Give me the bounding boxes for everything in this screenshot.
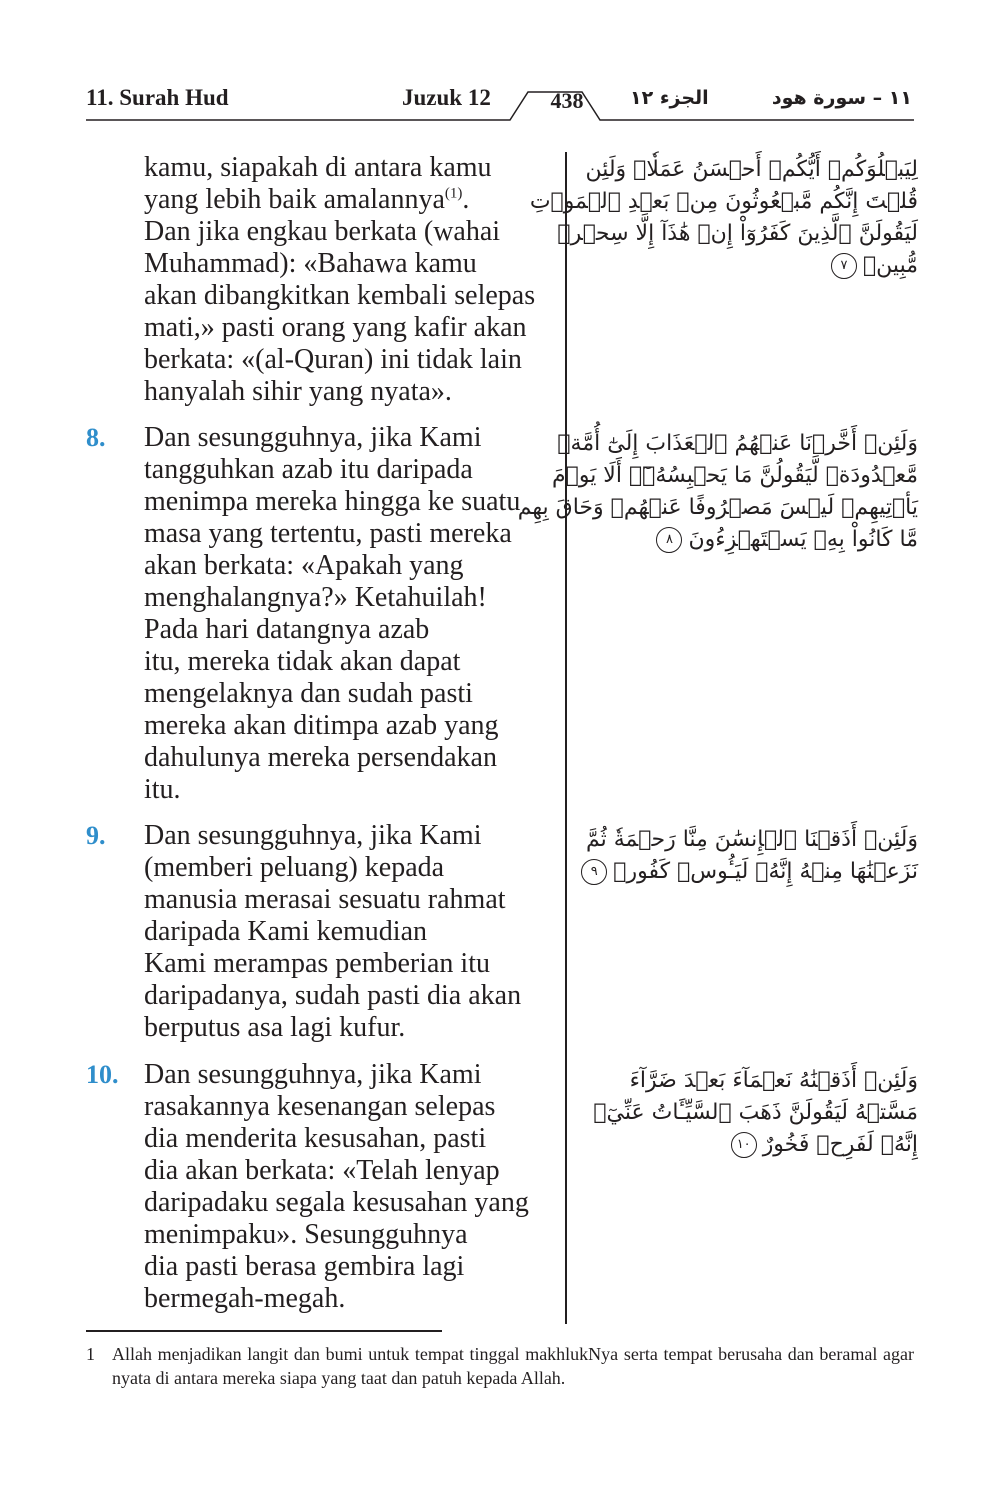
translation-line: Kami merampas pemberian itu	[144, 948, 490, 979]
ayah-end-marker: ١٠	[731, 1132, 757, 1158]
translation-line: menghalangnya?» Ketahuilah!	[144, 582, 487, 613]
translation-line: Dan sesungguhnya, jika Kami	[144, 422, 482, 453]
translation-line: Dan jika engkau berkata (wahai	[144, 216, 501, 247]
arabic-line: قُلۡتَ إِنَّكُم مَّبۡعُوثُونَ مِنۢ بَعۡدِ ٱلۡمَوۡتِ	[529, 189, 918, 214]
translation-line: bermegah-megah.	[144, 1283, 346, 1314]
verse-translation	[144, 820, 564, 1044]
surah-title-arabic: ١١ – سورة هود	[771, 87, 912, 109]
arabic-line: وَلَئِنۡ أَذَقۡنَٰهُ نَعۡمَآءَ بَعۡدَ ضَرَّآءَ	[629, 1068, 918, 1093]
arabic-line: لِيَبۡلُوَكُمۡ أَيُّكُمۡ أَحۡسَنُ عَمَلٗاۗ وَلَئِن	[585, 157, 918, 182]
translation-line: dia menderita kesusahan, pasti	[144, 1123, 487, 1154]
ayah-end-marker: ٩	[581, 859, 607, 885]
ayah-end-marker: ٨	[656, 527, 682, 553]
arabic-line	[588, 524, 918, 556]
translation-line: menimpaku». Sesungguhnya	[144, 1219, 468, 1250]
surah-title-latin: 11. Surah Hud	[86, 85, 229, 110]
translation-line: daripadanya, sudah pasti dia akan	[144, 980, 522, 1011]
footnote-number: 1	[86, 1344, 95, 1364]
translation-line: itu, mereka tidak akan dapat	[144, 646, 461, 677]
translation-line: mati,» pasti orang yang kafir akan	[144, 312, 527, 343]
arabic-line-text: مُّبِينٞ	[862, 253, 918, 278]
verse-translation	[144, 152, 564, 408]
arabic-line: وَلَئِنۡ أَذَقۡنَا ٱلۡإِنسَٰنَ مِنَّا رَحۡمَةٗ ثُمَّ	[586, 827, 918, 852]
verse-number: 9.	[86, 821, 106, 850]
translation-line: menimpa mereka hingga ke suatu	[144, 486, 521, 517]
arabic-line: مَّعۡدُودَةٖ لَّيَقُولُنَّ مَا يَحۡبِسُهُۥٓۗ أَلَا يَوۡمَ	[552, 463, 918, 488]
verse-translation	[144, 422, 564, 806]
arabic-line: يَأۡتِيهِمۡ لَيۡسَ مَصۡرُوفًا عَنۡهُمۡ وَحَاقَ بِهِم	[517, 495, 918, 520]
translation-text: yang lebih baik amalannya	[144, 184, 445, 215]
translation-line: berputus asa lagi kufur.	[144, 1012, 406, 1043]
translation-line: Pada hari datangnya azab	[144, 614, 430, 645]
ayah-end-marker: ٧	[831, 253, 857, 279]
arabic-line	[588, 1129, 918, 1161]
arabic-line-text: نَزَعۡنَٰهَا مِنۡهُ إِنَّهُۥ لَيَـُٔوسٞ كَفُورٞ	[613, 859, 918, 884]
translation-line: dahulunya mereka persendakan	[144, 742, 497, 773]
juz-title-arabic: الجزء ١٢	[630, 87, 709, 109]
translation-line: akan berkata: «Apakah yang	[144, 550, 464, 581]
translation-line: tangguhkan azab itu daripada	[144, 454, 473, 485]
arabic-line-text: مَّا كَانُواْ بِهِۦ يَسۡتَهۡزِءُونَ	[688, 527, 918, 552]
translation-line: rasakannya kesenangan selepas	[144, 1091, 496, 1122]
translation-line: Muhammad): «Bahawa kamu	[144, 248, 477, 279]
translation-line: berkata: «(al-Quran) ini tidak lain	[144, 344, 522, 375]
translation-line: daripadaku segala kesusahan yang	[144, 1187, 529, 1218]
footnote-text: Allah menjadikan langit dan bumi untuk tempat tinggal makhlukNya serta tempat berusaha dan beramal agar nyata di antara mereka siapa yang taat dan patuh kepada Allah.	[112, 1344, 914, 1388]
arabic-line: وَلَئِنۡ أَخَّرۡنَا عَنۡهُمُ ٱلۡعَذَابَ إِلَىٰٓ أُمَّةٖ	[557, 431, 918, 456]
verse-number: 8.	[86, 423, 106, 452]
arabic-line	[588, 250, 918, 282]
verse-number: 10.	[86, 1060, 119, 1089]
translation-line: dia akan berkata: «Telah lenyap	[144, 1155, 500, 1186]
verse-translation	[144, 1059, 564, 1315]
arabic-line: لَيَقُولَنَّ ٱلَّذِينَ كَفَرُوٓاْ إِنۡ هَٰذَآ إِلَّا سِحۡرٞ	[557, 221, 918, 246]
arabic-line: مَسَّتۡهُ لَيَقُولَنَّ ذَهَبَ ٱلسَّيِّـَٔاتُ عَنِّيٓۚ	[593, 1100, 918, 1125]
arabic-text	[588, 824, 918, 888]
translation-line	[144, 184, 564, 216]
column-divider	[565, 152, 567, 1324]
arabic-text	[517, 428, 918, 556]
translation-line: itu.	[144, 774, 181, 805]
arabic-text	[529, 154, 918, 282]
translation-line: daripada Kami kemudian	[144, 916, 428, 947]
translation-line: masa yang tertentu, pasti mereka	[144, 518, 512, 549]
translation-line: mengelaknya dan sudah pasti	[144, 678, 473, 709]
page-number: 438	[550, 88, 584, 113]
arabic-line	[588, 856, 918, 888]
translation-line: manusia merasai sesuatu rahmat	[144, 884, 506, 915]
translation-line: dia pasti berasa gembira lagi	[144, 1251, 465, 1282]
juz-title-latin: Juzuk 12	[402, 85, 491, 110]
footnote-ref[interactable]: (1)	[444, 185, 463, 202]
footnote-rule	[86, 1330, 442, 1332]
arabic-text	[588, 1065, 918, 1161]
translation-line: Dan sesungguhnya, jika Kami	[144, 820, 482, 851]
translation-line: kamu, siapakah di antara kamu	[144, 152, 492, 183]
translation-line: Dan sesungguhnya, jika Kami	[144, 1059, 482, 1090]
translation-line: hanyalah sihir yang nyata».	[144, 376, 452, 407]
translation-line: (memberi peluang) kepada	[144, 852, 445, 883]
page-header	[0, 84, 1000, 124]
translation-line: mereka akan ditimpa azab yang	[144, 710, 499, 741]
punctuation: .	[462, 184, 470, 215]
arabic-line-text: إِنَّهُۥ لَفَرِحٞ فَخُورٌ	[762, 1132, 918, 1157]
translation-line: akan dibangkitkan kembali selepas	[144, 280, 536, 311]
